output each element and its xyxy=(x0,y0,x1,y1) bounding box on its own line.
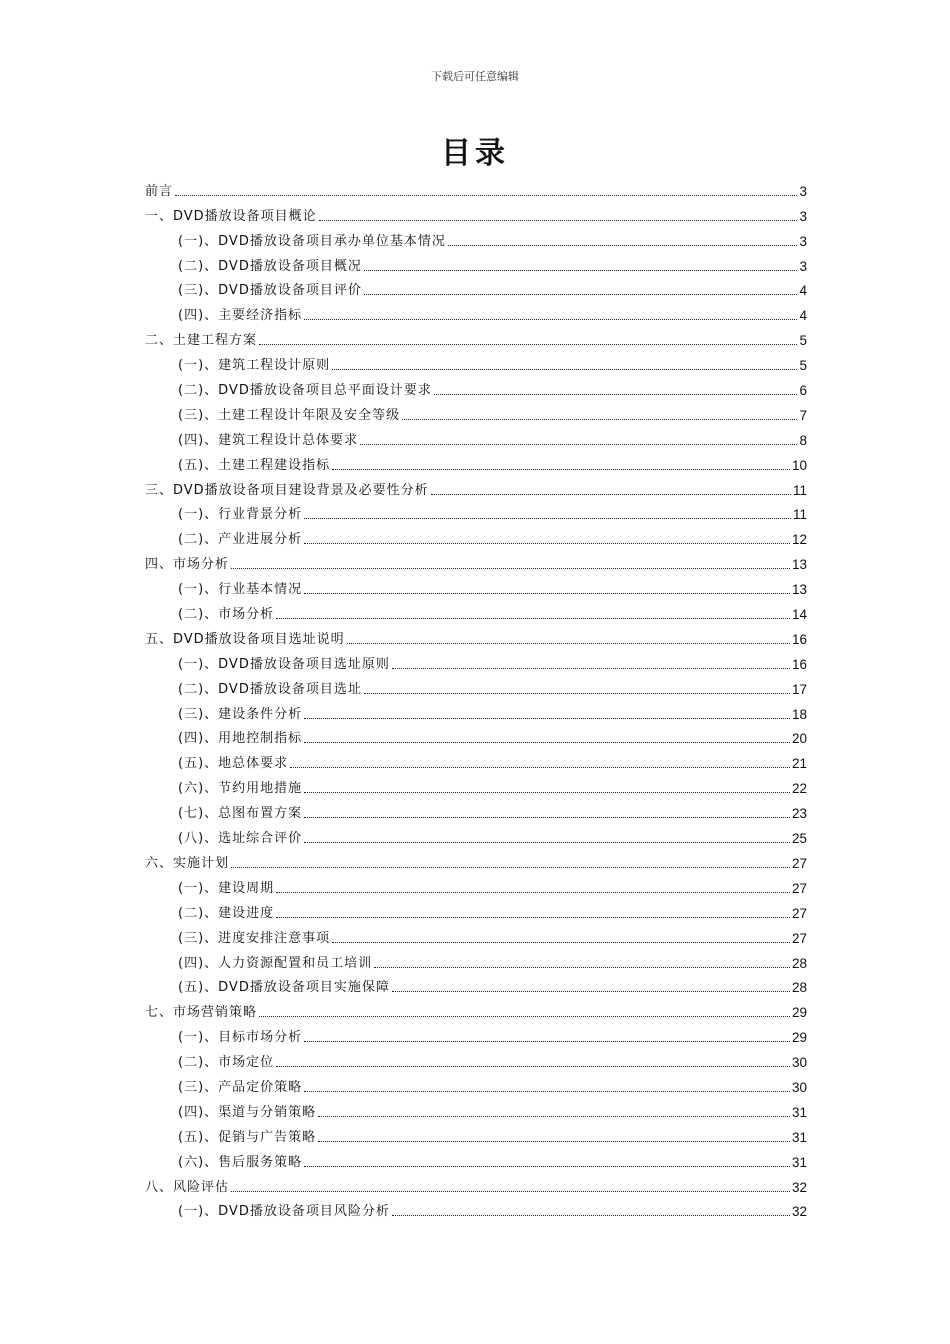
toc-entry-label: (三)、建设条件分析 xyxy=(178,706,303,722)
toc-entry[interactable] xyxy=(145,598,807,623)
toc-entry[interactable] xyxy=(145,797,807,822)
toc-entry-page: 27 xyxy=(791,930,807,946)
toc-entry-page: 32 xyxy=(791,1204,807,1220)
toc-entry-page: 3 xyxy=(799,233,807,249)
toc-entry-label: 八、风险评估 xyxy=(145,1179,230,1195)
toc-entry-page: 21 xyxy=(791,756,807,772)
toc-entry[interactable] xyxy=(145,1171,807,1196)
toc-entry-label: (四)、主要经济指标 xyxy=(178,308,303,324)
toc-entry[interactable] xyxy=(145,349,807,374)
toc-entry-page: 29 xyxy=(791,1030,807,1046)
toc-entry-page: 30 xyxy=(791,1079,807,1095)
toc-entry[interactable] xyxy=(145,399,807,424)
toc-leader-dots xyxy=(276,617,790,619)
toc-leader-dots xyxy=(364,269,798,271)
toc-leader-dots xyxy=(304,791,790,793)
toc-entry-label: (四)、建筑工程设计总体要求 xyxy=(178,432,359,448)
toc-entry[interactable] xyxy=(145,449,807,474)
toc-leader-dots xyxy=(332,368,797,370)
toc-entry[interactable] xyxy=(145,499,807,524)
toc-leader-dots xyxy=(304,318,797,320)
toc-entry-page: 30 xyxy=(791,1055,807,1071)
toc-entry-page: 29 xyxy=(791,1005,807,1021)
toc-leader-dots xyxy=(332,941,790,943)
toc-leader-dots xyxy=(392,990,790,992)
toc-entry-label: (一)、DVD播放设备项目选址原则 xyxy=(178,656,390,672)
toc-entry-page: 11 xyxy=(792,507,807,523)
toc-entry-page: 27 xyxy=(791,855,807,871)
toc-entry-label: 三、DVD播放设备项目建设背景及必要性分析 xyxy=(145,482,429,498)
toc-entry-label: (一)、行业背景分析 xyxy=(178,507,303,523)
toc-entry[interactable] xyxy=(145,548,807,573)
toc-entry[interactable] xyxy=(145,1121,807,1146)
toc-leader-dots xyxy=(304,592,790,594)
toc-entry-label: (七)、总图布置方案 xyxy=(178,806,303,822)
toc-leader-dots xyxy=(332,468,790,470)
toc-leader-dots xyxy=(448,244,798,246)
toc-entry[interactable] xyxy=(145,673,807,698)
toc-entry-label: 二、土建工程方案 xyxy=(145,333,258,349)
toc-entry-page: 5 xyxy=(799,333,807,349)
toc-leader-dots xyxy=(175,194,797,196)
toc-entry-label: (五)、促销与广告策略 xyxy=(178,1129,317,1145)
page-header: 下载后可任意编辑 xyxy=(431,70,519,83)
toc-entry-page: 31 xyxy=(791,1104,807,1120)
toc-leader-dots xyxy=(231,1190,790,1192)
toc-entry-label: (三)、土建工程设计年限及安全等级 xyxy=(178,407,401,423)
toc-entry-label: (五)、DVD播放设备项目实施保障 xyxy=(178,980,390,996)
toc-entry-label: (一)、行业基本情况 xyxy=(178,582,303,598)
toc-entry-page: 16 xyxy=(791,656,807,672)
toc-leader-dots xyxy=(276,916,790,918)
toc-entry-page: 28 xyxy=(791,980,807,996)
toc-entry-page: 17 xyxy=(791,681,807,697)
toc-leader-dots xyxy=(318,1140,790,1142)
toc-entry[interactable] xyxy=(145,772,807,797)
toc-entry-page: 7 xyxy=(799,407,807,423)
toc-entry-page: 5 xyxy=(799,358,807,374)
toc-entry-label: (二)、DVD播放设备项目总平面设计要求 xyxy=(178,383,432,399)
toc-entry[interactable] xyxy=(145,698,807,723)
toc-entry-page: 13 xyxy=(791,557,807,573)
toc-entry[interactable] xyxy=(145,897,807,922)
toc-entry-label: (二)、DVD播放设备项目概况 xyxy=(178,258,362,274)
toc-leader-dots xyxy=(304,717,790,719)
toc-entry-label: (三)、产品定价策略 xyxy=(178,1079,303,1095)
toc-entry[interactable] xyxy=(145,972,807,997)
toc-entry-label: (二)、市场分析 xyxy=(178,607,275,623)
toc-entry-label: 七、市场营销策略 xyxy=(145,1005,258,1021)
toc-leader-dots xyxy=(259,1015,790,1017)
toc-entry-page: 27 xyxy=(791,905,807,921)
toc-leader-dots xyxy=(304,1040,790,1042)
toc-entry[interactable] xyxy=(145,200,807,225)
toc-entry-page: 6 xyxy=(799,383,807,399)
toc-leader-dots xyxy=(360,443,797,445)
toc-entry[interactable] xyxy=(145,1071,807,1096)
toc-entry[interactable] xyxy=(145,175,807,200)
toc-leader-dots xyxy=(364,692,790,694)
toc-entry-label: 六、实施计划 xyxy=(145,855,230,871)
toc-entry-label: (一)、建筑工程设计原则 xyxy=(178,358,331,374)
toc-entry-page: 23 xyxy=(791,806,807,822)
toc-leader-dots xyxy=(304,1090,790,1092)
toc-entry[interactable] xyxy=(145,747,807,772)
toc-leader-dots xyxy=(434,393,798,395)
toc-entry[interactable] xyxy=(145,324,807,349)
toc-leader-dots xyxy=(276,1065,790,1067)
toc-entry-page: 14 xyxy=(791,607,807,623)
toc-entry-page: 11 xyxy=(792,482,807,498)
toc-leader-dots xyxy=(304,517,791,519)
toc-entry-label: (二)、建设进度 xyxy=(178,905,275,921)
toc-entry-label: 前言 xyxy=(145,183,174,199)
toc-entry[interactable] xyxy=(145,847,807,872)
toc-entry-label: (四)、渠道与分销策略 xyxy=(178,1104,317,1120)
toc-entry-label: 一、DVD播放设备项目概论 xyxy=(145,208,317,224)
toc-entry-label: (一)、目标市场分析 xyxy=(178,1030,303,1046)
toc-entry[interactable] xyxy=(145,474,807,499)
toc-entry-page: 4 xyxy=(799,308,807,324)
toc-leader-dots xyxy=(290,766,790,768)
toc-leader-dots xyxy=(347,642,790,644)
toc-entry[interactable] xyxy=(145,424,807,449)
toc-entry-page: 18 xyxy=(791,706,807,722)
toc-leader-dots xyxy=(318,1115,790,1117)
toc-leader-dots xyxy=(402,418,797,420)
toc-entry[interactable] xyxy=(145,1021,807,1046)
toc-entry-label: (三)、进度安排注意事项 xyxy=(178,930,331,946)
toc-entry[interactable] xyxy=(145,723,807,748)
toc-leader-dots xyxy=(231,567,790,569)
toc-leader-dots xyxy=(304,1165,790,1167)
toc-leader-dots xyxy=(304,841,790,843)
toc-entry-page: 22 xyxy=(791,781,807,797)
toc-entry-page: 10 xyxy=(791,457,807,473)
toc-entry-page: 25 xyxy=(791,831,807,847)
toc-entry[interactable] xyxy=(145,996,807,1021)
toc-entry-page: 3 xyxy=(799,258,807,274)
toc-entry-label: (一)、DVD播放设备项目风险分析 xyxy=(178,1204,390,1220)
toc-leader-dots xyxy=(276,891,790,893)
table-of-contents xyxy=(145,175,807,1220)
toc-entry[interactable] xyxy=(145,1046,807,1071)
toc-entry[interactable] xyxy=(145,250,807,275)
toc-entry-label: (八)、选址综合评价 xyxy=(178,831,303,847)
toc-entry-page: 28 xyxy=(791,955,807,971)
toc-leader-dots xyxy=(304,816,790,818)
toc-entry-page: 32 xyxy=(791,1179,807,1195)
toc-leader-dots xyxy=(364,293,798,295)
toc-entry-page: 8 xyxy=(799,432,807,448)
toc-entry[interactable] xyxy=(145,872,807,897)
toc-entry[interactable] xyxy=(145,623,807,648)
toc-entry-page: 31 xyxy=(791,1129,807,1145)
toc-entry-page: 3 xyxy=(799,183,807,199)
toc-leader-dots xyxy=(392,1214,790,1216)
toc-entry[interactable] xyxy=(145,648,807,673)
toc-entry[interactable] xyxy=(145,947,807,972)
toc-leader-dots xyxy=(431,493,791,495)
toc-entry[interactable] xyxy=(145,225,807,250)
toc-entry-page: 27 xyxy=(791,880,807,896)
toc-entry[interactable] xyxy=(145,299,807,324)
toc-entry-page: 13 xyxy=(791,582,807,598)
toc-entry-label: (三)、DVD播放设备项目评价 xyxy=(178,283,362,299)
toc-entry-label: (一)、建设周期 xyxy=(178,880,275,896)
toc-entry[interactable] xyxy=(145,523,807,548)
toc-entry-page: 16 xyxy=(791,631,807,647)
toc-entry-page: 20 xyxy=(791,731,807,747)
toc-leader-dots xyxy=(259,343,797,345)
toc-entry-page: 31 xyxy=(791,1154,807,1170)
toc-entry-label: (二)、产业进展分析 xyxy=(178,532,303,548)
page-title: 目录 xyxy=(441,136,509,171)
toc-leader-dots xyxy=(392,667,790,669)
toc-leader-dots xyxy=(231,866,790,868)
toc-entry-page: 4 xyxy=(799,283,807,299)
toc-entry[interactable] xyxy=(145,822,807,847)
toc-entry-label: (二)、市场定位 xyxy=(178,1055,275,1071)
toc-entry-label: (一)、DVD播放设备项目承办单位基本情况 xyxy=(178,233,446,249)
toc-entry-label: (六)、节约用地措施 xyxy=(178,781,303,797)
toc-entry-label: 五、DVD播放设备项目选址说明 xyxy=(145,631,345,647)
toc-entry[interactable] xyxy=(145,1146,807,1171)
toc-entry-label: 四、市场分析 xyxy=(145,557,230,573)
toc-entry[interactable] xyxy=(145,573,807,598)
toc-entry-label: (五)、地总体要求 xyxy=(178,756,289,772)
toc-entry[interactable] xyxy=(145,275,807,300)
toc-entry-page: 12 xyxy=(791,532,807,548)
toc-leader-dots xyxy=(374,966,790,968)
toc-entry-label: (二)、DVD播放设备项目选址 xyxy=(178,681,362,697)
toc-entry-page: 3 xyxy=(799,208,807,224)
toc-leader-dots xyxy=(304,542,790,544)
toc-leader-dots xyxy=(319,219,798,221)
toc-leader-dots xyxy=(304,741,790,743)
toc-entry-label: (四)、人力资源配置和员工培训 xyxy=(178,955,373,971)
toc-entry-label: (四)、用地控制指标 xyxy=(178,731,303,747)
toc-entry-label: (五)、土建工程建设指标 xyxy=(178,457,331,473)
toc-entry[interactable] xyxy=(145,1196,807,1221)
toc-entry-label: (六)、售后服务策略 xyxy=(178,1154,303,1170)
toc-entry[interactable] xyxy=(145,374,807,399)
toc-entry[interactable] xyxy=(145,922,807,947)
toc-entry[interactable] xyxy=(145,1096,807,1121)
